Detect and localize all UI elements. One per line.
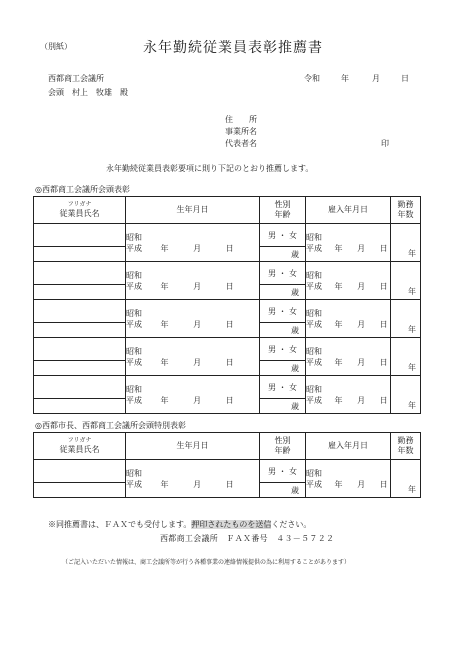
heisei-label: 平成	[306, 357, 322, 367]
age-unit: 歳	[291, 363, 299, 373]
gender-options: 男 ・ 女	[267, 306, 298, 316]
gender-select[interactable]	[260, 262, 306, 285]
month-label: 月	[357, 243, 366, 253]
heisei-label: 平成	[306, 281, 322, 291]
fax-note-highlight: 押印されたものを送信	[191, 520, 272, 529]
header-years: 年数	[397, 446, 414, 455]
year-label: 年	[160, 281, 169, 291]
year-label: 年	[160, 395, 169, 405]
date-year: 年	[341, 74, 349, 83]
nomination-table-special	[33, 432, 421, 498]
year-label: 年	[334, 319, 343, 329]
recipient-org: 西都商工会議所	[48, 74, 104, 83]
month-label: 月	[193, 357, 202, 367]
service-years-field[interactable]	[391, 300, 421, 338]
age-unit: 歳	[291, 485, 299, 495]
day-label: 日	[379, 395, 388, 405]
heisei-label: 平成	[126, 243, 142, 253]
age-field[interactable]	[260, 399, 306, 414]
header-name	[34, 197, 126, 224]
date-month: 月	[372, 74, 380, 83]
header-hire-date: 雇入年月日	[306, 433, 391, 460]
showa-label: 昭和	[306, 232, 322, 242]
age-field[interactable]	[260, 247, 306, 262]
gender-options: 男 ・ 女	[267, 268, 298, 278]
age-unit: 歳	[291, 325, 299, 335]
showa-label: 昭和	[126, 384, 142, 394]
month-label: 月	[357, 281, 366, 291]
month-label: 月	[193, 319, 202, 329]
heisei-label: 平成	[306, 395, 322, 405]
header-birth: 生年月日	[126, 433, 260, 460]
month-label: 月	[193, 395, 202, 405]
section2-title: ◎西都市長、西都商工会議所会頭特別表彰	[35, 421, 186, 430]
years-unit: 年	[408, 363, 416, 372]
gender-options: 男 ・ 女	[267, 230, 298, 240]
years-unit: 年	[408, 249, 416, 258]
hire-date-cell[interactable]	[306, 376, 391, 414]
age-field[interactable]	[260, 483, 306, 498]
hire-date-cell[interactable]	[306, 224, 391, 262]
date-day: 日	[401, 74, 409, 83]
employee-name-field[interactable]	[34, 361, 126, 376]
birth-date-cell[interactable]	[126, 262, 260, 300]
header-service: 勤務	[397, 200, 414, 209]
age-unit: 歳	[291, 287, 299, 297]
showa-label: 昭和	[126, 232, 142, 242]
nomination-table-chairman	[33, 196, 421, 414]
furigana-field[interactable]	[34, 262, 126, 285]
hire-date-cell[interactable]	[306, 338, 391, 376]
section1-title: ◎西都商工会議所会頭表彰	[35, 185, 130, 194]
year-label: 年	[160, 243, 169, 253]
day-label: 日	[379, 357, 388, 367]
header-service-years	[391, 197, 421, 224]
heisei-label: 平成	[306, 319, 322, 329]
age-field[interactable]	[260, 361, 306, 376]
birth-date-cell[interactable]	[126, 224, 260, 262]
service-years-field[interactable]	[391, 460, 421, 498]
furigana-field[interactable]	[34, 376, 126, 399]
header-furigana: フリガナ	[67, 201, 92, 208]
day-label: 日	[225, 395, 234, 405]
header-service-years	[391, 433, 421, 460]
day-label: 日	[379, 479, 388, 489]
month-label: 月	[193, 243, 202, 253]
table-row	[34, 300, 421, 323]
showa-label: 昭和	[306, 346, 322, 356]
attachment-label: （別紙）	[40, 42, 72, 51]
showa-label: 昭和	[306, 270, 322, 280]
employee-name-field[interactable]	[34, 247, 126, 262]
header-gender: 性別	[274, 200, 291, 209]
heisei-label: 平成	[126, 357, 142, 367]
recipient-person: 会頭 村上 牧雄 殿	[48, 88, 128, 97]
year-label: 年	[334, 395, 343, 405]
month-label: 月	[193, 479, 202, 489]
gender-select[interactable]	[260, 376, 306, 399]
header-age: 年齢	[274, 446, 291, 455]
fax-number-line: 西都商工会議所 ＦＡＸ番号 ４３－５７２２	[160, 534, 335, 543]
intro-text: 永年勤続従業員表彰要項に則り下記のとおり推薦します。	[106, 164, 314, 173]
years-unit: 年	[408, 325, 416, 334]
furigana-field[interactable]	[34, 338, 126, 361]
birth-date-cell[interactable]	[126, 300, 260, 338]
year-label: 年	[334, 357, 343, 367]
furigana-field[interactable]	[34, 460, 126, 483]
page-title: 永年勤続従業員表彰推薦書	[143, 40, 323, 56]
showa-label: 昭和	[126, 270, 142, 280]
day-label: 日	[225, 357, 234, 367]
gender-options: 男 ・ 女	[267, 382, 298, 392]
service-years-field[interactable]	[391, 262, 421, 300]
gender-select[interactable]	[260, 338, 306, 361]
showa-label: 昭和	[306, 468, 322, 478]
hire-date-cell[interactable]	[306, 262, 391, 300]
gender-select[interactable]	[260, 300, 306, 323]
birth-date-cell[interactable]	[126, 376, 260, 414]
birth-date-cell[interactable]	[126, 338, 260, 376]
month-label: 月	[193, 281, 202, 291]
business-name-label: 事業所名	[225, 127, 257, 136]
gender-select[interactable]	[260, 224, 306, 247]
service-years-field[interactable]	[391, 224, 421, 262]
header-service: 勤務	[397, 436, 414, 445]
seal-mark: 印	[381, 139, 389, 148]
table-header-row	[34, 197, 421, 224]
address-label: 住 所	[225, 115, 257, 124]
day-label: 日	[379, 319, 388, 329]
heisei-label: 平成	[126, 395, 142, 405]
month-label: 月	[357, 395, 366, 405]
years-unit: 年	[408, 401, 416, 410]
employee-name-field[interactable]	[34, 483, 126, 498]
month-label: 月	[357, 357, 366, 367]
day-label: 日	[225, 479, 234, 489]
employee-name-field[interactable]	[34, 323, 126, 338]
hire-date-cell[interactable]	[306, 460, 391, 498]
employee-name-field[interactable]	[34, 285, 126, 300]
showa-label: 昭和	[126, 308, 142, 318]
header-gender-age	[260, 433, 306, 460]
service-years-field[interactable]	[391, 376, 421, 414]
heisei-label: 平成	[126, 281, 142, 291]
year-label: 年	[160, 319, 169, 329]
age-unit: 歳	[291, 401, 299, 411]
table-header-row	[34, 433, 421, 460]
representative-label: 代表者名	[225, 139, 257, 148]
fax-note	[48, 519, 311, 530]
gender-select[interactable]	[260, 460, 306, 483]
hire-date-cell[interactable]	[306, 300, 391, 338]
header-name	[34, 433, 126, 460]
year-label: 年	[334, 479, 343, 489]
year-label: 年	[334, 281, 343, 291]
fax-note-suffix: ください。	[271, 520, 312, 529]
gender-options: 男 ・ 女	[267, 466, 298, 476]
header-years: 年数	[397, 210, 414, 219]
table-row	[34, 376, 421, 399]
furigana-field[interactable]	[34, 300, 126, 323]
table-row	[34, 338, 421, 361]
showa-label: 昭和	[306, 308, 322, 318]
showa-label: 昭和	[126, 346, 142, 356]
showa-label: 昭和	[126, 468, 142, 478]
heisei-label: 平成	[126, 319, 142, 329]
day-label: 日	[225, 281, 234, 291]
years-unit: 年	[408, 485, 416, 494]
day-label: 日	[225, 319, 234, 329]
table-row	[34, 262, 421, 285]
year-label: 年	[334, 243, 343, 253]
year-label: 年	[160, 479, 169, 489]
age-field[interactable]	[260, 323, 306, 338]
showa-label: 昭和	[306, 384, 322, 394]
day-label: 日	[225, 243, 234, 253]
heisei-label: 平成	[306, 243, 322, 253]
month-label: 月	[357, 479, 366, 489]
header-birth: 生年月日	[126, 197, 260, 224]
day-label: 日	[379, 243, 388, 253]
heisei-label: 平成	[306, 479, 322, 489]
privacy-note: （ご記入いただいた情報は、商工会議所等が行う各種事業の連絡情報提供の為に利用することがあります）	[62, 559, 351, 566]
table-row	[34, 460, 421, 483]
furigana-field[interactable]	[34, 224, 126, 247]
fax-note-prefix: ※同推薦書は、ＦＡＸでも受付します。	[48, 520, 192, 529]
date-era: 令和	[304, 74, 320, 83]
service-years-field[interactable]	[391, 338, 421, 376]
header-gender-age	[260, 197, 306, 224]
header-gender: 性別	[274, 436, 291, 445]
header-employee-name: 従業員氏名	[59, 445, 100, 454]
header-age: 年齢	[274, 210, 291, 219]
gender-options: 男 ・ 女	[267, 344, 298, 354]
employee-name-field[interactable]	[34, 399, 126, 414]
day-label: 日	[379, 281, 388, 291]
year-label: 年	[160, 357, 169, 367]
years-unit: 年	[408, 287, 416, 296]
age-unit: 歳	[291, 249, 299, 259]
table-row	[34, 224, 421, 247]
header-hire-date: 雇入年月日	[306, 197, 391, 224]
header-furigana: フリガナ	[67, 437, 92, 444]
age-field[interactable]	[260, 285, 306, 300]
month-label: 月	[357, 319, 366, 329]
header-employee-name: 従業員氏名	[59, 209, 100, 218]
heisei-label: 平成	[126, 479, 142, 489]
birth-date-cell[interactable]	[126, 460, 260, 498]
